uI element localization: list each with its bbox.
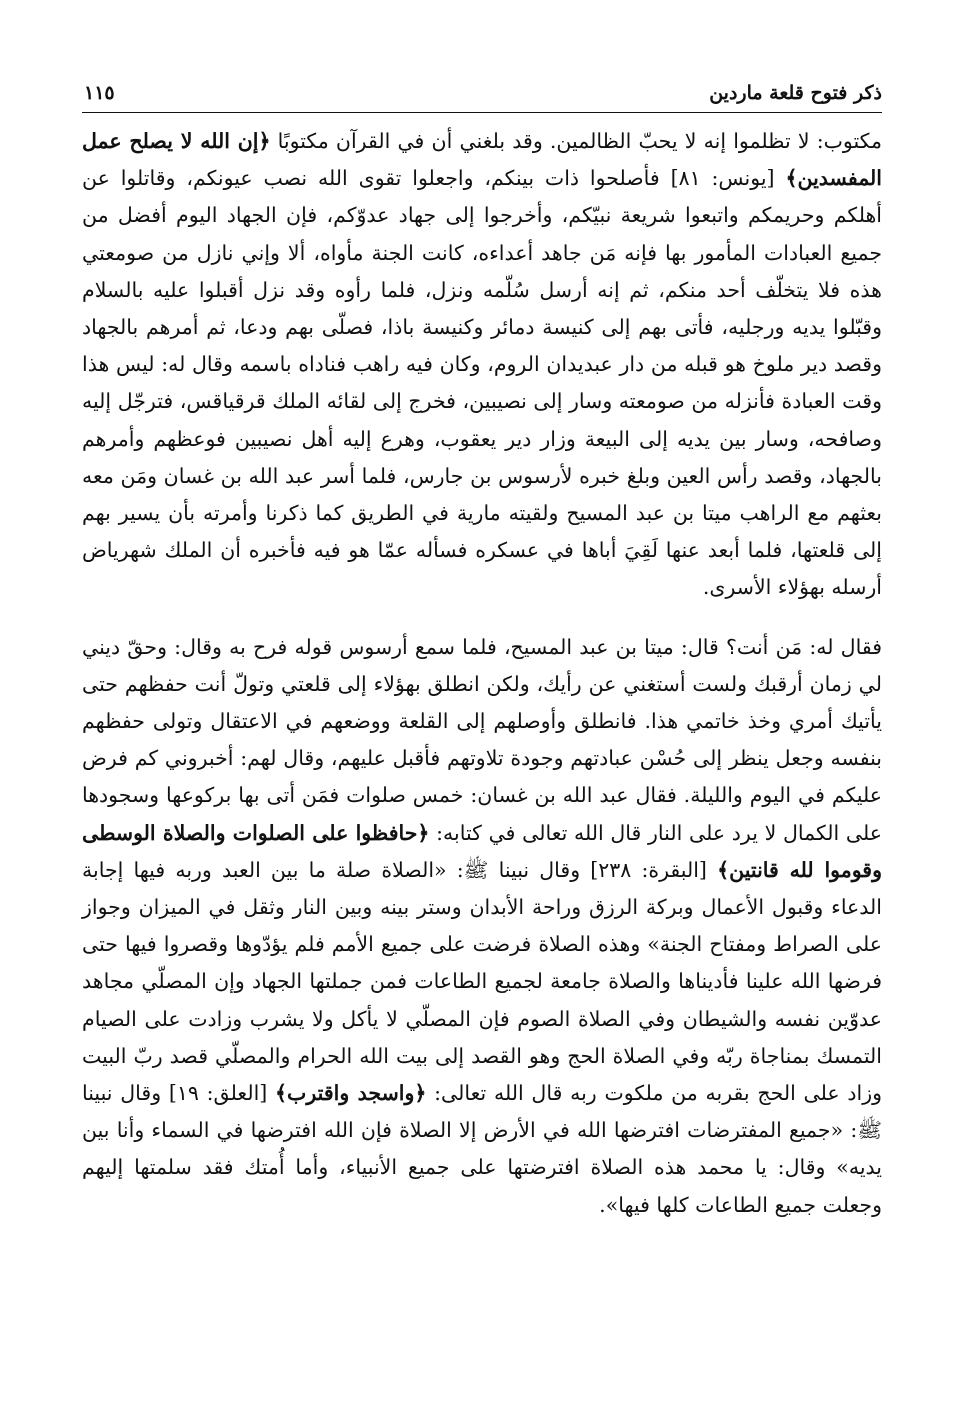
paragraph-1 [82,123,882,607]
body-text [82,123,882,1224]
book-page [82,78,882,1378]
paragraph-1-text-1: مكتوب: لا تظلموا إنه لا يحبّ الظالمين. وقد بلغني أن في القرآن مكتوبًا [270,129,882,153]
page-number: ١١٥ [84,82,115,104]
chapter-title: ذكر فتوح قلعة ماردين [709,82,882,104]
paragraph-2-text-3: [العلق: ١٩] وقال نبينا ﷺ: «جميع المفترضات افترضها الله في الأرض إلا الصلاة فإن الله افترضها في السماء وأنا بين يديه» وقال: يا محمد هذه الصلاة افترضتها على جميع الأنبياء، وأما أُمتك فقد سلمتها إليهم وجعلت جميع الطاعات كلها فيها». [82,1081,882,1217]
quran-verse-2: ﴿حافظوا على الصلوات والصلاة الوسطى وقوموا لله قانتين﴾ [82,820,883,882]
paragraph-2-text-2: [البقرة: ٢٣٨] وقال نبينا ﷺ: «الصلاة صلة ما بين العبد وربه فيها إجابة الدعاء وقبول الأعمال وبركة الرزق وراحة الأبدان وستر بينه وبين النار وثقل في الميزان وجواز على الصراط ومفتاح الجنة» وهذه الصلاة فرضت على جميع الأمم فلم يؤدّوها وقصروا فيها حتى فرضها الله علينا فأديناها والصلاة جامعة لجميع الطاعات فمن جملتها الجهاد وإن المصلّي مجاهد عدوّين نفسه والشيطان وفي الصلاة الصوم فإن المصلّي لا يأكل ولا يشرب وزادت على الصيام التمسك بمناجاة ربّه وفي الصلاة الحج وهو القصد إلى بيت الله الحرام والمصلّي قصد ربّ البيت وزاد على الحج بقربه من ملكوت ربه قال الله تعالى: [82,857,882,1106]
running-header [82,78,882,113]
quran-verse-1: ﴿إن الله لا يصلح عمل المفسدين﴾ [82,129,882,191]
paragraph-2 [82,629,882,1224]
paragraph-2-text-1: فقال له: مَن أنت؟ قال: ميتا بن عبد المسيح، فلما سمع أرسوس قوله فرح به وقال: وحقّ ديني لي زمان أرقبك ولست أستغني عن رأيك، ولكن انطلق بهؤلاء إلى قلعتي وتولّ أنت حفظهم حتى يأتيك أمري وخذ خاتمي هذا. فانطلق وأوصلهم إلى القلعة ووضعهم في الاعتقال وتولى حفظهم بنفسه وجعل ينظر إلى حُسْن عبادتهم وجودة تلاوتهم فأقبل عليهم، وقال لهم: أخبروني كم فرض عليكم في اليوم والليلة. فقال عبد الله بن غسان: خمس صلوات فمَن أتى بها بركوعها وسجودها على الكمال لا يرد على النار قال الله تعالى في كتابه: [82,634,882,845]
quran-verse-3: ﴿واسجد واقترب﴾ [275,1081,427,1106]
paragraph-1-text-2: [يونس: ٨١] فأصلحوا ذات بينكم، واجعلوا تقوى الله نصب عيونكم، وقاتلوا عن أهلكم وحريمكم واتبعوا شريعة نبيّكم، وأخرجوا إلى جهاد عدوّكم، فإن الجهاد اليوم أفضل من جميع العبادات المأمور بها فإنه مَن جاهد أعداءه، كانت الجنة مأواه، ألا وإني نازل من صومعتي هذه فلا يتخلّف أحد منكم، ثم إنه أرسل سُلّمه ونزل، فلما رأوه وقد نزل أقبلوا عليه بالسلام وقبّلوا يديه ورجليه، فأتى بهم إلى كنيسة دمائر وكنيسة باذا، فصلّى بهم ودعا، ثم أمرهم بالجهاد وقصد دير ملوخ هو قبله من دار عبديدان الروم، وكان فيه راهب فناداه باسمه وقال له: ليس هذا وقت العبادة فأنزله من صومعته وسار إلى نصيبين، فخرج إلى لقائه الملك قرقياقس، فترجّل إليه وصافحه، وسار بين يديه إلى البيعة وزار دير يعقوب، وهرع إليه أهل نصيبين فوعظهم وأمرهم بالجهاد، وقصد رأس العين وبلغ خبره لأرسوس بن جارس، فلما أسر عبد الله بن غسان ومَن معه بعثهم مع الراهب ميتا بن عبد المسيح ولقيته مارية في الطريق كما ذكرنا وأمرته بأن يسير بهم إلى قلعتها، فلما أبعد عنها لَقِيَ أباها في عسكره فسأله عمّا هو فيه فأخبره أن الملك شهرياض أرسله بهؤلاء الأسرى. [82,166,882,600]
